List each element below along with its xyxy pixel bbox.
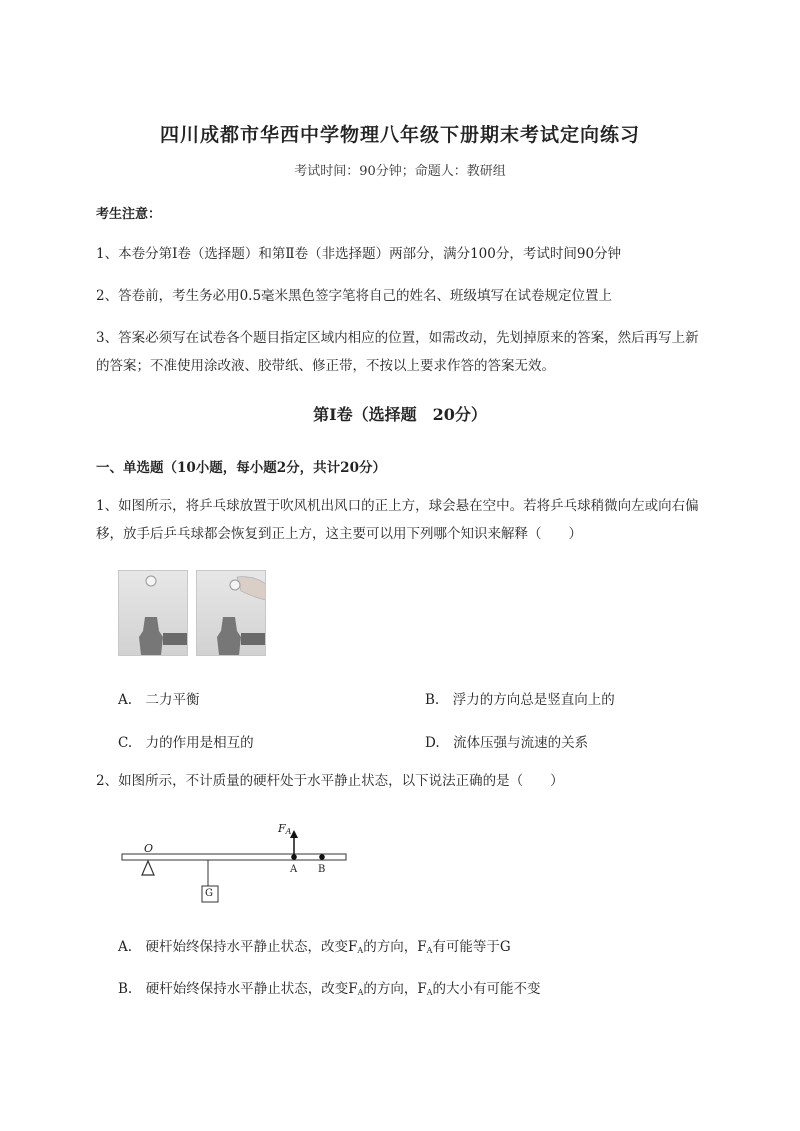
q1-option-c[interactable]: C. 力的作用是相互的 — [118, 735, 254, 751]
notice-heading: 考生注意： — [96, 207, 162, 222]
point-a-label: A — [290, 864, 298, 875]
exam-subtitle: 考试时间：90分钟；命题人：教研组 — [294, 164, 506, 179]
exam-title: 四川成都市华西中学物理八年级下册期末考试定向练习 — [159, 124, 640, 146]
q2-option-a[interactable]: A. 硬杆始终保持水平静止状态，改变$F_A$的方向，$F_A$有可能等于G — [118, 939, 511, 955]
notice-item-1: 1、本卷分第I卷（选择题）和第Ⅱ卷（非选择题）两部分，满分100分，考试时间90分钟 — [96, 246, 622, 262]
force-label: $F_A$ — [278, 822, 292, 836]
question-2-stem: 2、如图所示，不计质量的硬杆处于水平静止状态，以下说法正确的是（ ） — [96, 773, 564, 789]
hair-dryer-photo-1 — [118, 570, 188, 656]
lever-diagram — [118, 820, 350, 912]
q1-option-a[interactable]: A. 二力平衡 — [118, 692, 200, 708]
weight-label: G — [205, 888, 213, 899]
notice-item-2: 2、答卷前，考生务必用0.5毫米黑色签字笔将自己的姓名、班级填写在试卷规定位置上 — [96, 288, 613, 304]
pivot-label: O — [144, 842, 154, 855]
notice-item-3: 3、答案必须写在试卷各个题目指定区域内相应的位置，如需改动，先划掉原来的答案，然后再写上新的答案；不准使用涂改液、胶带纸、修正带，不按以上要求作答的答案无效。 — [96, 330, 699, 374]
point-b-label: B — [318, 864, 326, 875]
mc-heading: 一、单选题（10小题，每小题2分，共计20分） — [96, 460, 386, 476]
question-1-stem: 1、如图所示，将乒乓球放置于吹风机出风口的正上方，球会悬在空中。若将乒乓球稍微向左或向右偏移，放手后乒乓球都会恢复到正上方，这主要可以用下列哪个知识来解释（ ） — [96, 498, 699, 542]
q1-option-b[interactable]: B. 浮力的方向总是竖直向上的 — [425, 692, 615, 708]
q2-option-b[interactable]: B. 硬杆始终保持水平静止状态，改变$F_A$的方向，$F_A$的大小有可能不变 — [118, 981, 541, 997]
hair-dryer-photo-2 — [196, 570, 266, 656]
section-title: 第I卷（选择题 20分） — [313, 405, 487, 424]
q1-option-d[interactable]: D. 流体压强与流速的关系 — [425, 735, 589, 751]
